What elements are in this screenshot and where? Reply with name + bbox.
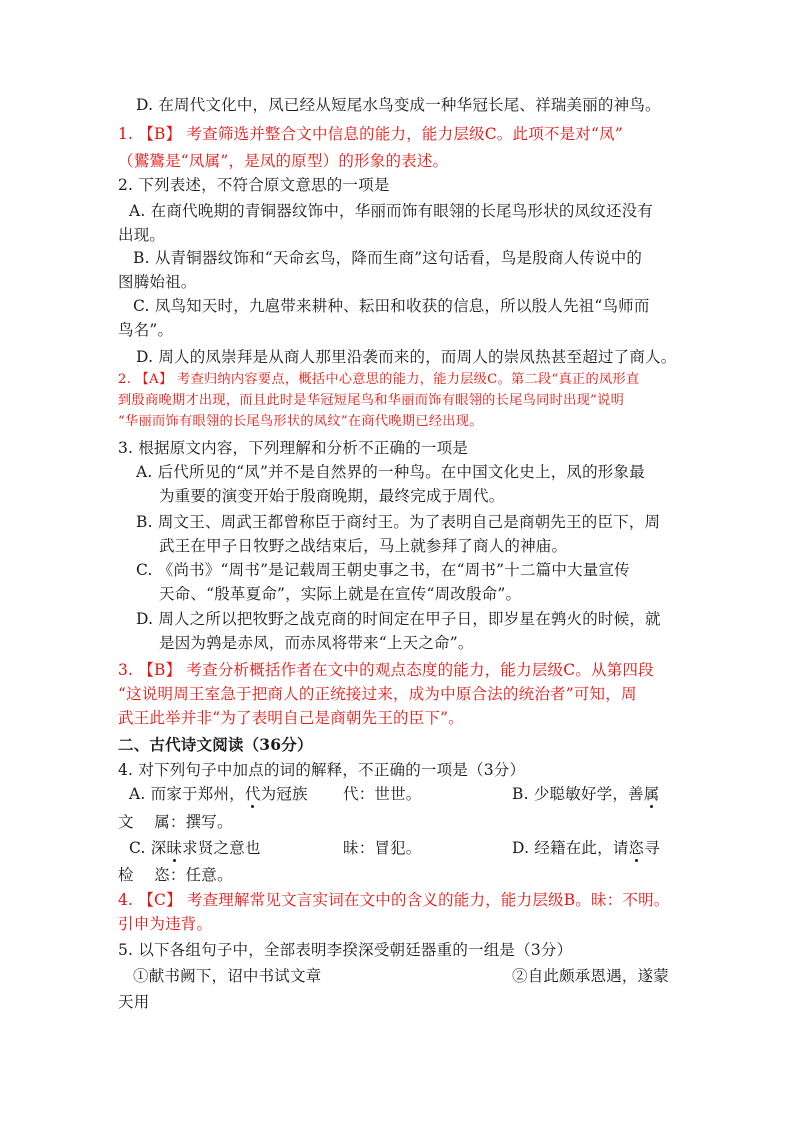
option-d-q4: D. 经籍在此，请恣寻 (512, 839, 660, 857)
dotted-word: 属 (643, 785, 660, 803)
option-a-q3-cont: 为重要的演变开始于殷商晚期，最终完成于周代。 (159, 487, 505, 505)
option-d-q3-cont: 是因为鹑是赤凤，而赤凤将带来“上天之命”。 (159, 634, 474, 652)
option-b-q4: B. 少聪敏好学，善属 (512, 785, 660, 803)
option-a-q4: A. 而家于郑州，代为冠族 (129, 785, 308, 803)
option-a-q4-gloss: 代：世世。 (343, 785, 422, 803)
option-d-q4-gloss: 检 恣：任意。 (118, 866, 233, 884)
option-c-q3-cont: 天命、“殷革夏命”，实际上就是在宣传“周改殷命”。 (159, 585, 522, 603)
option-2-q5: ②自此颇承恩遇，遂蒙 (512, 967, 670, 985)
option-2-q5-cont: 天用 (118, 993, 150, 1011)
option-b-q3-cont: 武王在甲子日牧野之战结束后，马上就参拜了商人的神庙。 (159, 537, 568, 555)
option-d-q1: D. 在周代文化中，凤已经从短尾水鸟变成一种华冠长尾、祥瑞美丽的神鸟。 (136, 96, 661, 114)
option-1-q5: ①献书阙下，诏中书试文章 (133, 967, 322, 985)
option-c-q4: C. 深昧求贤之意也 (129, 839, 261, 857)
answer-4-line2: 引申为违背。 (118, 915, 213, 933)
answer-3-line1: 3. 【B】 考查分析概括作者在文中的观点态度的能力，能力层级C。从第四段 (118, 661, 654, 679)
option-d-q2: D. 周人的凤崇拜是从商人那里沿袭而来的，而周人的崇凤热甚至超过了商人。 (136, 348, 677, 366)
option-a-q3: A. 后代所见的“凤”并不是自然界的一种鸟。在中国文化史上，凤的形象最 (136, 463, 645, 481)
option-a-q2-cont: 出现。 (118, 226, 166, 244)
dotted-word: 昧 (166, 839, 183, 857)
answer-1-line1: 1. 【B】 考查筛选并整合文中信息的能力，能力层级C。此项不是对“凤” (118, 125, 623, 143)
option-c-q2-cont: 鸟名”。 (118, 321, 174, 339)
answer-2-line1: 2. 【A】 考查归纳内容要点，概括中心意思的能力，能力层级C。第二段“真正的凤形直 (118, 372, 640, 387)
dotted-word: 代 (244, 785, 261, 803)
section-heading: 二、古代诗文阅读（36分） (118, 735, 313, 754)
option-a-q2: A. 在商代晚期的青铜器纹饰中，华丽而饰有眼翎的长尾鸟形状的凤纹还没有 (129, 202, 654, 220)
question-3-stem: 3. 根据原文内容，下列理解和分析不正确的一项是 (118, 439, 469, 457)
question-2-stem: 2. 下列表述，不符合原文意思的一项是 (118, 176, 390, 194)
answer-2-line2: 到殷商晚期才出现，而且此时是华冠短尾鸟和华丽而饰有眼翎的长尾鸟同时出现”说明 (118, 393, 625, 408)
answer-3-line2: “这说明周王室急于把商人的正统接过来，成为中原合法的统治者”可知，周 (118, 685, 637, 703)
option-b-q4-gloss: 文 属：撰写。 (118, 813, 233, 831)
option-d-q3: D. 周人之所以把牧野之战克商的时间定在甲子日，即岁星在鹑火的时候，就 (136, 610, 661, 628)
answer-1-line2: （鸑鷟是“凤属”，是凤的原型）的形象的表述。 (118, 152, 449, 170)
answer-3-line3: 武王此举并非“为了表明自己是商朝先王的臣下”。 (118, 709, 464, 727)
option-b-q3: B. 周文王、周武王都曾称臣于商纣王。为了表明自己是商朝先王的臣下，周 (136, 513, 661, 531)
option-c-q4-gloss: 昧：冒犯。 (343, 839, 422, 857)
option-c-q2: C. 凤鸟知天时，九扈带来耕种、耘田和收获的信息，所以殷人先祖“鸟师而 (133, 297, 650, 315)
option-b-q2-cont: 图腾始祖。 (118, 273, 197, 291)
option-c-q3: C. 《尚书》“周书”是记载周王朝史事之书，在“周书”十二篇中大量宣传 (136, 561, 630, 579)
question-5-stem: 5. 以下各组句子中，全部表明李揆深受朝廷器重的一组是（3分） (118, 941, 573, 959)
dotted-word: 恣 (628, 839, 645, 857)
answer-2-line3: “华丽而饰有眼翎的长尾鸟形状的凤纹”在商代晚期已经出现。 (118, 414, 483, 429)
question-4-stem: 4. 对下列句子中加点的词的解释，不正确的一项是（3分） (118, 761, 526, 779)
option-b-q2: B. 从青铜器纹饰和“天命玄鸟，降而生商”这句话看，鸟是殷商人传说中的 (133, 249, 643, 267)
answer-4-line1: 4. 【C】 考查理解常见文言实词在文中的含义的能力，能力层级B。昧：不明。 (118, 891, 670, 909)
